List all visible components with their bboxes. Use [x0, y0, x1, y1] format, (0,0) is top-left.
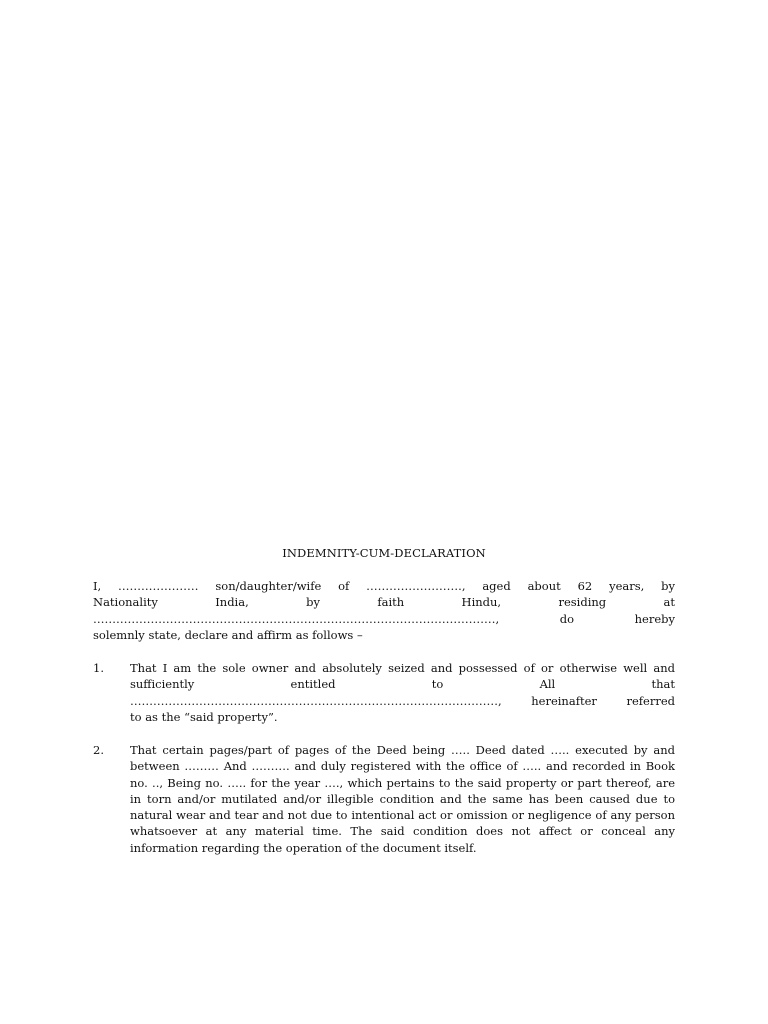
clause-line: to as the “said property”. [130, 709, 278, 724]
clause-number: 1. [93, 661, 104, 675]
intro-line: ……………………………………………………………………………………………, do hereby [93, 611, 675, 626]
intro-line: solemnly state, declare and affirm as follows – [93, 627, 363, 642]
intro-line: I, ………………… son/daughter/wife of ……………………., aged about 62 years, by [93, 579, 675, 593]
clause-line: sufficiently entitled to All that [130, 677, 675, 692]
intro-paragraph [93, 578, 675, 643]
intro-line: Nationality India, by faith Hindu, residing at [93, 595, 675, 610]
clause-text: That certain pages/part of pages of the Deed being ….. Deed dated ….. executed by and between ……… And ………. and duly registered with the office of ….. and recorded in Book no. .., Being no. ….. for the year …., which pertains to the said property or part thereof, are in torn and/or mutilated and/or illegible condition and the same has been caused due to natural wear and tear and not due to intentional act or omission or negligence of any person whatsoever at any material time. The said condition does not affect or conceal any information regarding the operation of the document itself. [130, 743, 675, 855]
clause-text [130, 660, 675, 725]
clause-line: That I am the sole owner and absolutely seized and possessed of or otherwise well and [130, 661, 675, 675]
document-title: INDEMNITY-CUM-DECLARATION [282, 546, 486, 560]
clause-number: 2. [93, 743, 104, 757]
clause-line: ……………………………………………………………………………………, hereinafter referred [130, 693, 675, 708]
